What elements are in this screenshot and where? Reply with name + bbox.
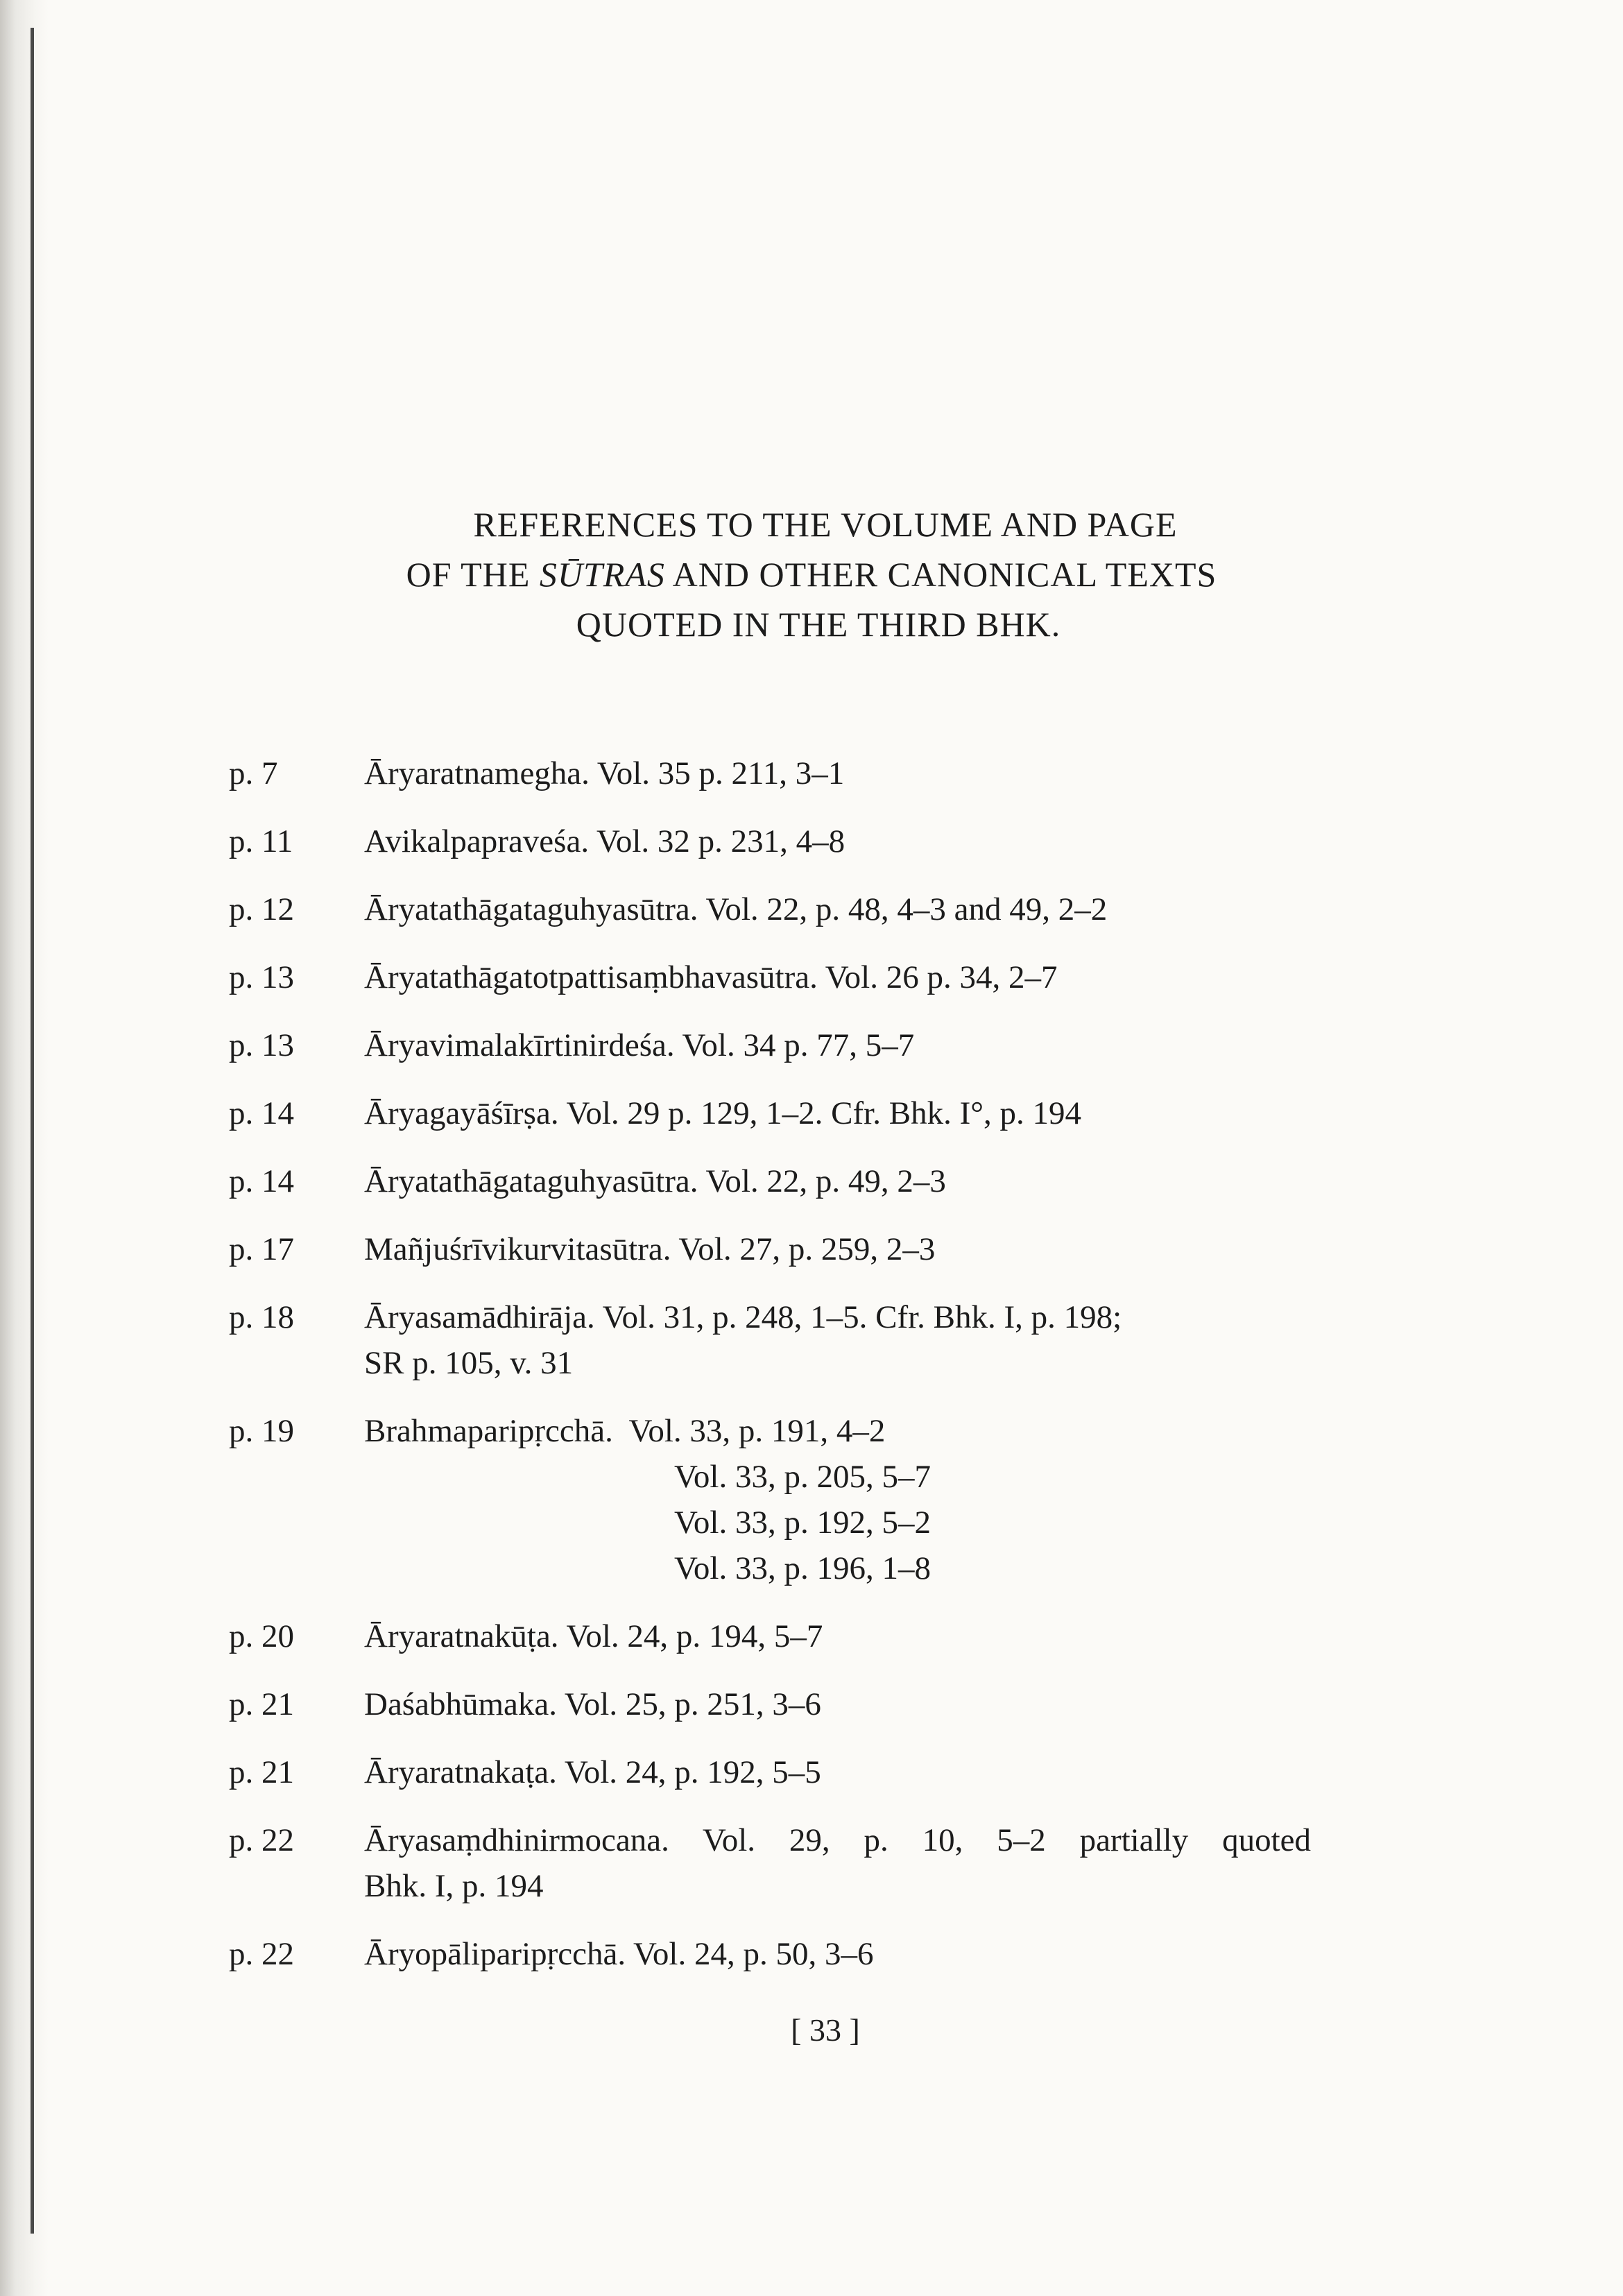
reference-entry xyxy=(229,1931,1311,1977)
reference-text: Āryopāliparipṛcchā. Vol. 24, p. 50, 3–6 xyxy=(364,1936,874,1972)
reference-entry xyxy=(229,1681,1311,1727)
reference-text-line: Āryasamādhirāja. Vol. 31, p. 248, 1–5. Cfr. Bhk. I, p. 198; xyxy=(364,1299,1122,1335)
title-line-3: QUOTED IN THE THIRD BHK. xyxy=(576,605,1061,644)
reference-text: Mañjuśrīvikurvitasūtra. Vol. 27, p. 259, 2–3 xyxy=(364,1231,936,1267)
reference-text xyxy=(364,1817,1311,1909)
reference-list xyxy=(229,751,1311,1999)
reference-text-continuation: Bhk. I, p. 194 xyxy=(364,1868,544,1904)
reference-page: p. 20 xyxy=(229,1618,294,1654)
reference-page: p. 14 xyxy=(229,1163,294,1199)
reference-entry xyxy=(229,751,1311,796)
reference-text: Āryaratnamegha. Vol. 35 p. 211, 3–1 xyxy=(364,755,845,791)
reference-entry xyxy=(229,1022,1311,1068)
reference-entry xyxy=(229,1613,1311,1659)
reference-page: p. 22 xyxy=(229,1822,294,1858)
reference-sub-line: Vol. 33, p. 196, 1–8 xyxy=(674,1550,931,1586)
reference-page: p. 13 xyxy=(229,959,294,995)
reference-text: Āryatathāgataguhyasūtra. Vol. 22, p. 48, 4–3 and 49, 2–2 xyxy=(364,891,1108,927)
reference-text-line: Brahmaparipṛcchā. Vol. 33, p. 191, 4–2 xyxy=(364,1413,886,1449)
reference-entry xyxy=(229,886,1311,932)
reference-page: p. 17 xyxy=(229,1231,294,1267)
reference-entry xyxy=(229,1408,1311,1591)
reference-entry xyxy=(229,1749,1311,1795)
reference-sub-line: Vol. 33, p. 205, 5–7 xyxy=(674,1459,931,1495)
reference-page: p. 12 xyxy=(229,891,294,927)
reference-text: Āryaratnakaṭa. Vol. 24, p. 192, 5–5 xyxy=(364,1754,821,1790)
scan-binding-line xyxy=(31,28,34,2234)
reference-text: Āryatathāgataguhyasūtra. Vol. 22, p. 49, 2–3 xyxy=(364,1163,946,1199)
page-title xyxy=(0,499,1623,649)
reference-sub-line: Vol. 33, p. 192, 5–2 xyxy=(674,1505,931,1541)
reference-text: Daśabhūmaka. Vol. 25, p. 251, 3–6 xyxy=(364,1686,821,1722)
reference-text-line: Āryasaṃdhinirmocana. Vol. 29, p. 10, 5–2 partially quoted xyxy=(364,1822,1311,1858)
reference-text-continuation: SR p. 105, v. 31 xyxy=(364,1345,574,1381)
reference-page: p. 18 xyxy=(229,1299,294,1335)
title-line-2 xyxy=(0,549,1623,599)
reference-text: Āryagayāśīrṣa. Vol. 29 p. 129, 1–2. Cfr. Bhk. I°, p. 194 xyxy=(364,1095,1082,1131)
title-line-1: REFERENCES TO THE VOLUME AND PAGE xyxy=(473,505,1178,544)
title-sutras-italic: SŪTRAS xyxy=(539,555,665,594)
reference-text xyxy=(364,1408,1311,1591)
reference-page: p. 21 xyxy=(229,1754,294,1790)
reference-page: p. 14 xyxy=(229,1095,294,1131)
reference-page: p. 11 xyxy=(229,823,293,859)
reference-text: Āryavimalakīrtinirdeśa. Vol. 34 p. 77, 5–7 xyxy=(364,1027,915,1063)
reference-entry xyxy=(229,1226,1311,1272)
reference-entry xyxy=(229,1158,1311,1204)
reference-entry xyxy=(229,1090,1311,1136)
reference-entry xyxy=(229,1817,1311,1909)
reference-entry xyxy=(229,1294,1311,1386)
reference-text: Āryaratnakūṭa. Vol. 24, p. 194, 5–7 xyxy=(364,1618,823,1654)
title-line-2-pre: OF THE xyxy=(406,555,540,594)
reference-text xyxy=(364,1294,1311,1386)
reference-page: p. 19 xyxy=(229,1413,294,1449)
title-line-2-post: AND OTHER CANONICAL TEXTS xyxy=(664,555,1217,594)
reference-page: p. 13 xyxy=(229,1027,294,1063)
page-number: [ 33 ] xyxy=(791,2012,860,2048)
reference-entry xyxy=(229,819,1311,864)
reference-entry xyxy=(229,954,1311,1000)
reference-page: p. 7 xyxy=(229,755,278,791)
reference-page: p. 22 xyxy=(229,1936,294,1972)
reference-page: p. 21 xyxy=(229,1686,294,1722)
reference-text: Āryatathāgatotpattisaṃbhavasūtra. Vol. 26 p. 34, 2–7 xyxy=(364,959,1058,995)
scan-binding-edge xyxy=(0,0,49,2296)
reference-text: Avikalpapraveśa. Vol. 32 p. 231, 4–8 xyxy=(364,823,845,859)
